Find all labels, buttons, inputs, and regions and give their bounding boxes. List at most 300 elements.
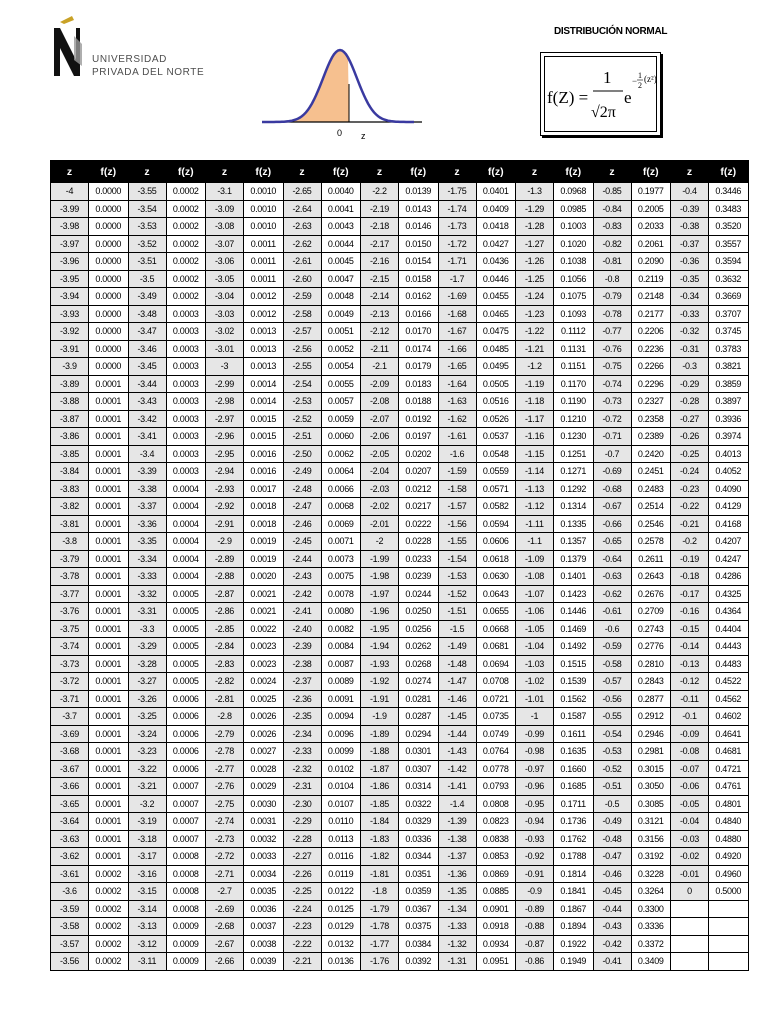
fz-cell: 0.2877 [631, 690, 671, 708]
fz-cell [709, 935, 749, 953]
z-cell: -1.4 [438, 795, 476, 813]
z-cell: -0.92 [516, 848, 554, 866]
fz-cell: 0.0000 [89, 218, 129, 236]
fz-cell: 0.0217 [399, 498, 439, 516]
fz-cell: 0.2611 [631, 550, 671, 568]
fz-cell: 0.0055 [321, 375, 361, 393]
fz-cell: 0.0485 [476, 340, 516, 358]
z-cell: -3.97 [51, 235, 89, 253]
z-cell: -0.09 [671, 725, 709, 743]
fz-cell: 0.0075 [321, 568, 361, 586]
fz-cell: 0.4443 [709, 638, 749, 656]
table-row [51, 183, 749, 201]
fz-cell: 0.1423 [554, 585, 594, 603]
fz-cell: 0.0207 [399, 463, 439, 481]
z-cell: -2.05 [361, 445, 399, 463]
fz-cell: 0.1562 [554, 690, 594, 708]
z-cell: -2.72 [206, 848, 244, 866]
fz-cell: 0.1977 [631, 183, 671, 201]
fz-cell: 0.0028 [244, 760, 284, 778]
fz-cell: 0.0025 [244, 690, 284, 708]
fz-cell: 0.3859 [709, 375, 749, 393]
z-cell: -1.7 [438, 270, 476, 288]
table-row [51, 375, 749, 393]
z-cell: -2.59 [283, 288, 321, 306]
fz-cell: 0.0027 [244, 743, 284, 761]
z-cell: -3.35 [128, 533, 166, 551]
z-cell: -0.62 [593, 585, 631, 603]
z-cell: -3.18 [128, 830, 166, 848]
fz-cell: 0.1446 [554, 603, 594, 621]
fz-cell: 0.4681 [709, 743, 749, 761]
fz-cell: 0.1841 [554, 883, 594, 901]
z-cell: -2.77 [206, 760, 244, 778]
z-cell: -2.89 [206, 550, 244, 568]
z-cell: -1.34 [438, 900, 476, 918]
z-cell: -0.66 [593, 515, 631, 533]
fz-cell: 0.0136 [321, 953, 361, 971]
fz-cell: 0.0018 [244, 515, 284, 533]
normal-curve-diagram [262, 38, 422, 148]
fz-cell: 0.0069 [321, 515, 361, 533]
fz-cell: 0.0853 [476, 848, 516, 866]
fz-cell: 0.0250 [399, 603, 439, 621]
fz-cell: 0.0384 [399, 935, 439, 953]
fz-cell: 0.1170 [554, 375, 594, 393]
fz-cell: 0.0078 [321, 585, 361, 603]
normal-distribution-table [50, 160, 742, 971]
fz-cell: 0.4207 [709, 533, 749, 551]
z-cell: -3.09 [206, 200, 244, 218]
z-cell: -2.22 [283, 935, 321, 953]
z-cell: -3.88 [51, 393, 89, 411]
fz-cell: 0.3300 [631, 900, 671, 918]
z-cell: -3.63 [51, 830, 89, 848]
fz-cell: 0.0009 [166, 953, 206, 971]
fz-cell: 0.4483 [709, 655, 749, 673]
z-cell: -3.82 [51, 498, 89, 516]
fz-cell: 0.1401 [554, 568, 594, 586]
fz-cell: 0.0004 [166, 515, 206, 533]
z-cell: -0.01 [671, 865, 709, 883]
fz-cell: 0.0735 [476, 708, 516, 726]
fz-cell: 0.0013 [244, 358, 284, 376]
fz-cell: 0.0793 [476, 778, 516, 796]
fz-cell: 0.0582 [476, 498, 516, 516]
z-cell: -2.1 [361, 358, 399, 376]
column-header-fz: f(z) [166, 161, 206, 183]
z-cell: -3.55 [128, 183, 166, 201]
fz-cell: 0.0329 [399, 813, 439, 831]
fz-cell: 0.0054 [321, 358, 361, 376]
z-cell: -3.24 [128, 725, 166, 743]
z-cell: -3.89 [51, 375, 89, 393]
fz-cell: 0.3821 [709, 358, 749, 376]
z-cell: -0.68 [593, 480, 631, 498]
fz-cell: 0.0003 [166, 428, 206, 446]
formula-base: e [624, 88, 632, 107]
z-cell: -3.14 [128, 900, 166, 918]
fz-cell: 0.2389 [631, 428, 671, 446]
fz-cell: 0.2946 [631, 725, 671, 743]
fz-cell: 0.4129 [709, 498, 749, 516]
column-header-z: z [438, 161, 476, 183]
fz-cell: 0.0132 [321, 935, 361, 953]
fz-cell: 0.0000 [89, 253, 129, 271]
table-row [51, 340, 749, 358]
fz-cell: 0.0222 [399, 515, 439, 533]
z-cell: -3.44 [128, 375, 166, 393]
fz-cell: 0.0274 [399, 673, 439, 691]
z-cell: -1.67 [438, 323, 476, 341]
z-cell: -0.45 [593, 883, 631, 901]
z-cell: -3.65 [51, 795, 89, 813]
z-cell: -3 [206, 358, 244, 376]
fz-cell: 0.0026 [244, 708, 284, 726]
z-cell: -2.60 [283, 270, 321, 288]
z-cell: -3.64 [51, 813, 89, 831]
z-cell: -1.92 [361, 673, 399, 691]
fz-cell: 0.0007 [166, 778, 206, 796]
fz-cell: 0.1210 [554, 410, 594, 428]
z-cell: -0.51 [593, 778, 631, 796]
z-cell: -3.1 [206, 183, 244, 201]
z-cell: -0.59 [593, 638, 631, 656]
fz-cell: 0.0228 [399, 533, 439, 551]
z-cell: -2.36 [283, 690, 321, 708]
fz-cell: 0.0005 [166, 638, 206, 656]
table-row [51, 585, 749, 603]
z-cell: -1.5 [438, 620, 476, 638]
table-row [51, 515, 749, 533]
z-cell: -2.69 [206, 900, 244, 918]
fz-cell: 0.2061 [631, 235, 671, 253]
fz-cell: 0.1251 [554, 445, 594, 463]
z-cell: -2.21 [283, 953, 321, 971]
fz-cell: 0.0057 [321, 393, 361, 411]
z-cell: -0.46 [593, 865, 631, 883]
fz-cell: 0.0031 [244, 813, 284, 831]
fz-cell: 0.0004 [166, 533, 206, 551]
fz-cell: 0.0011 [244, 235, 284, 253]
z-cell: -2.96 [206, 428, 244, 446]
z-cell: -0.03 [671, 830, 709, 848]
z-cell: -1.27 [516, 235, 554, 253]
z-cell: -0.08 [671, 743, 709, 761]
z-cell: -2.43 [283, 568, 321, 586]
column-header-fz: f(z) [399, 161, 439, 183]
fz-cell: 0.0002 [89, 953, 129, 971]
z-cell: -1.19 [516, 375, 554, 393]
fz-cell: 0.0003 [166, 463, 206, 481]
z-cell: -1.72 [438, 235, 476, 253]
z-cell: -3.45 [128, 358, 166, 376]
z-cell: -0.05 [671, 795, 709, 813]
fz-cell: 0.1131 [554, 340, 594, 358]
fz-cell: 0.0001 [89, 655, 129, 673]
z-cell: -1.53 [438, 568, 476, 586]
fz-cell: 0.0681 [476, 638, 516, 656]
z-cell: -2.29 [283, 813, 321, 831]
fz-cell: 0.0032 [244, 830, 284, 848]
fz-cell: 0.0013 [244, 340, 284, 358]
z-cell: -0.87 [516, 935, 554, 953]
fz-cell: 0.0048 [321, 288, 361, 306]
z-cell: -1 [516, 708, 554, 726]
fz-cell: 0.0082 [321, 620, 361, 638]
z-cell: -0.79 [593, 288, 631, 306]
table-row [51, 445, 749, 463]
z-cell: -0.81 [593, 253, 631, 271]
z-cell: -1.08 [516, 568, 554, 586]
z-cell: -3.74 [51, 638, 89, 656]
fz-cell: 0.0001 [89, 690, 129, 708]
fz-cell: 0.1112 [554, 323, 594, 341]
z-cell: -2.63 [283, 218, 321, 236]
z-cell: -1.97 [361, 585, 399, 603]
z-cell: -2.87 [206, 585, 244, 603]
z-cell: -0.13 [671, 655, 709, 673]
formula-exp-sign: − [632, 76, 638, 86]
z-cell: -2.93 [206, 480, 244, 498]
z-cell: -2.85 [206, 620, 244, 638]
z-cell: -0.42 [593, 935, 631, 953]
z-cell: -0.35 [671, 270, 709, 288]
fz-cell: 0.0009 [166, 918, 206, 936]
fz-cell: 0.0001 [89, 498, 129, 516]
z-cell: -0.06 [671, 778, 709, 796]
fz-cell: 0.0038 [244, 935, 284, 953]
z-cell: -1.87 [361, 760, 399, 778]
fz-cell: 0.0059 [321, 410, 361, 428]
fz-cell: 0.1660 [554, 760, 594, 778]
table-row [51, 428, 749, 446]
fz-cell: 0.0808 [476, 795, 516, 813]
z-cell: -0.58 [593, 655, 631, 673]
fz-cell: 0.2206 [631, 323, 671, 341]
table-row [51, 288, 749, 306]
table-row [51, 253, 749, 271]
fz-cell: 0.0003 [166, 393, 206, 411]
z-cell: -1.48 [438, 655, 476, 673]
table-row [51, 848, 749, 866]
z-cell: -0.47 [593, 848, 631, 866]
fz-cell: 0.0367 [399, 900, 439, 918]
z-cell: -3.5 [128, 270, 166, 288]
z-cell: -1.9 [361, 708, 399, 726]
fz-cell: 0.1539 [554, 673, 594, 691]
fz-cell: 0.0301 [399, 743, 439, 761]
fz-cell: 0.0000 [89, 340, 129, 358]
z-cell: -3.03 [206, 305, 244, 323]
fz-cell: 0.0016 [244, 445, 284, 463]
fz-cell: 0.0192 [399, 410, 439, 428]
z-cell: -3.8 [51, 533, 89, 551]
table-row [51, 305, 749, 323]
fz-cell: 0.0001 [89, 445, 129, 463]
fz-cell: 0.0022 [244, 620, 284, 638]
fz-cell: 0.0281 [399, 690, 439, 708]
fz-cell: 0.4801 [709, 795, 749, 813]
fz-cell: 0.0001 [89, 760, 129, 778]
z-cell: -3.17 [128, 848, 166, 866]
fz-cell: 0.1093 [554, 305, 594, 323]
z-cell: -2.53 [283, 393, 321, 411]
fz-cell: 0.1335 [554, 515, 594, 533]
fz-cell: 0.0495 [476, 358, 516, 376]
fz-cell: 0.0002 [166, 270, 206, 288]
fz-cell: 0.1075 [554, 288, 594, 306]
z-cell: -0.07 [671, 760, 709, 778]
fz-cell: 0.0001 [89, 638, 129, 656]
z-cell: -3.32 [128, 585, 166, 603]
fz-cell: 0.0233 [399, 550, 439, 568]
z-cell: -1.88 [361, 743, 399, 761]
z-cell: -1.64 [438, 375, 476, 393]
fz-cell: 0.0041 [321, 200, 361, 218]
fz-cell: 0.0006 [166, 690, 206, 708]
z-cell: -0.73 [593, 393, 631, 411]
fz-cell: 0.0002 [166, 235, 206, 253]
z-cell: -2.62 [283, 235, 321, 253]
table-row [51, 603, 749, 621]
z-cell: -3.34 [128, 550, 166, 568]
fz-cell: 0.0001 [89, 830, 129, 848]
z-cell: -3.62 [51, 848, 89, 866]
column-header-z: z [671, 161, 709, 183]
z-cell: -3.99 [51, 200, 89, 218]
fz-cell: 0.0000 [89, 200, 129, 218]
z-cell: -2 [361, 533, 399, 551]
z-cell: -1.69 [438, 288, 476, 306]
fz-cell: 0.1635 [554, 743, 594, 761]
z-cell: -2.44 [283, 550, 321, 568]
z-cell: -1.95 [361, 620, 399, 638]
fz-cell: 0.0001 [89, 410, 129, 428]
upn-logo-icon [52, 14, 88, 80]
z-cell: -1.49 [438, 638, 476, 656]
z-cell: -1.47 [438, 673, 476, 691]
z-cell: -3.33 [128, 568, 166, 586]
z-cell: -3.68 [51, 743, 89, 761]
fz-cell: 0.2743 [631, 620, 671, 638]
z-cell: -0.75 [593, 358, 631, 376]
fz-cell: 0.0465 [476, 305, 516, 323]
fz-cell: 0.0475 [476, 323, 516, 341]
fz-cell: 0.1949 [554, 953, 594, 971]
table-row [51, 463, 749, 481]
table-row [51, 638, 749, 656]
z-cell: -1.73 [438, 218, 476, 236]
fz-cell: 0.0166 [399, 305, 439, 323]
fz-cell: 0.0436 [476, 253, 516, 271]
z-cell: -2.01 [361, 515, 399, 533]
fz-cell: 0.0001 [89, 568, 129, 586]
z-cell: -0.12 [671, 673, 709, 691]
z-cell: -1.51 [438, 603, 476, 621]
fz-cell: 0.0018 [244, 498, 284, 516]
fz-cell: 0.0066 [321, 480, 361, 498]
fz-cell: 0.0174 [399, 340, 439, 358]
z-cell: -0.33 [671, 305, 709, 323]
z-cell: -3.2 [128, 795, 166, 813]
table-row [51, 235, 749, 253]
fz-cell: 0.2776 [631, 638, 671, 656]
z-cell: -2.52 [283, 410, 321, 428]
fz-cell: 0.2514 [631, 498, 671, 516]
z-cell: -3.02 [206, 323, 244, 341]
fz-cell: 0.3085 [631, 795, 671, 813]
z-cell: -3.27 [128, 673, 166, 691]
table-row [51, 708, 749, 726]
formula-exp-term: (z²) [644, 74, 657, 84]
z-cell: -2.68 [206, 918, 244, 936]
z-cell: -0.26 [671, 428, 709, 446]
fz-cell: 0.0150 [399, 235, 439, 253]
fz-cell: 0.0034 [244, 865, 284, 883]
fz-cell: 0.0021 [244, 603, 284, 621]
z-cell: -0.94 [516, 813, 554, 831]
fz-cell: 0.2709 [631, 603, 671, 621]
fz-cell: 0.1587 [554, 708, 594, 726]
fz-cell: 0.0102 [321, 760, 361, 778]
fz-cell: 0.0015 [244, 428, 284, 446]
z-cell: -1.17 [516, 410, 554, 428]
z-cell: -2.45 [283, 533, 321, 551]
z-cell: -0.18 [671, 568, 709, 586]
z-cell: -2.99 [206, 375, 244, 393]
fz-cell: 0.0035 [244, 883, 284, 901]
z-cell: -0.67 [593, 498, 631, 516]
z-cell: -0.3 [671, 358, 709, 376]
z-cell: -1.38 [438, 830, 476, 848]
z-cell: -1.58 [438, 480, 476, 498]
z-cell: -1.79 [361, 900, 399, 918]
z-cell: -1.61 [438, 428, 476, 446]
z-cell: -0.69 [593, 463, 631, 481]
fz-cell: 0.0005 [166, 603, 206, 621]
table-row [51, 918, 749, 936]
fz-cell: 0.0006 [166, 708, 206, 726]
fz-cell: 0.0001 [89, 550, 129, 568]
fz-cell: 0.0073 [321, 550, 361, 568]
z-cell: -0.84 [593, 200, 631, 218]
z-cell: -3.71 [51, 690, 89, 708]
table-row [51, 655, 749, 673]
z-cell: -3.15 [128, 883, 166, 901]
table-row [51, 900, 749, 918]
fz-cell: 0.0024 [244, 673, 284, 691]
fz-cell: 0.0002 [89, 883, 129, 901]
table-row [51, 760, 749, 778]
column-header-z: z [361, 161, 399, 183]
z-cell: -1.45 [438, 708, 476, 726]
fz-cell: 0.0001 [89, 813, 129, 831]
fz-cell: 0.0158 [399, 270, 439, 288]
z-cell: -2.34 [283, 725, 321, 743]
fz-cell: 0.1711 [554, 795, 594, 813]
z-cell: -1.12 [516, 498, 554, 516]
fz-cell: 0.0047 [321, 270, 361, 288]
fz-cell: 0.0000 [89, 358, 129, 376]
z-cell: -2.67 [206, 935, 244, 953]
fz-cell: 0.3050 [631, 778, 671, 796]
fz-cell: 0.0023 [244, 655, 284, 673]
z-cell: -3.42 [128, 410, 166, 428]
z-cell: -1.99 [361, 550, 399, 568]
z-cell: -3.53 [128, 218, 166, 236]
z-cell: -0.24 [671, 463, 709, 481]
